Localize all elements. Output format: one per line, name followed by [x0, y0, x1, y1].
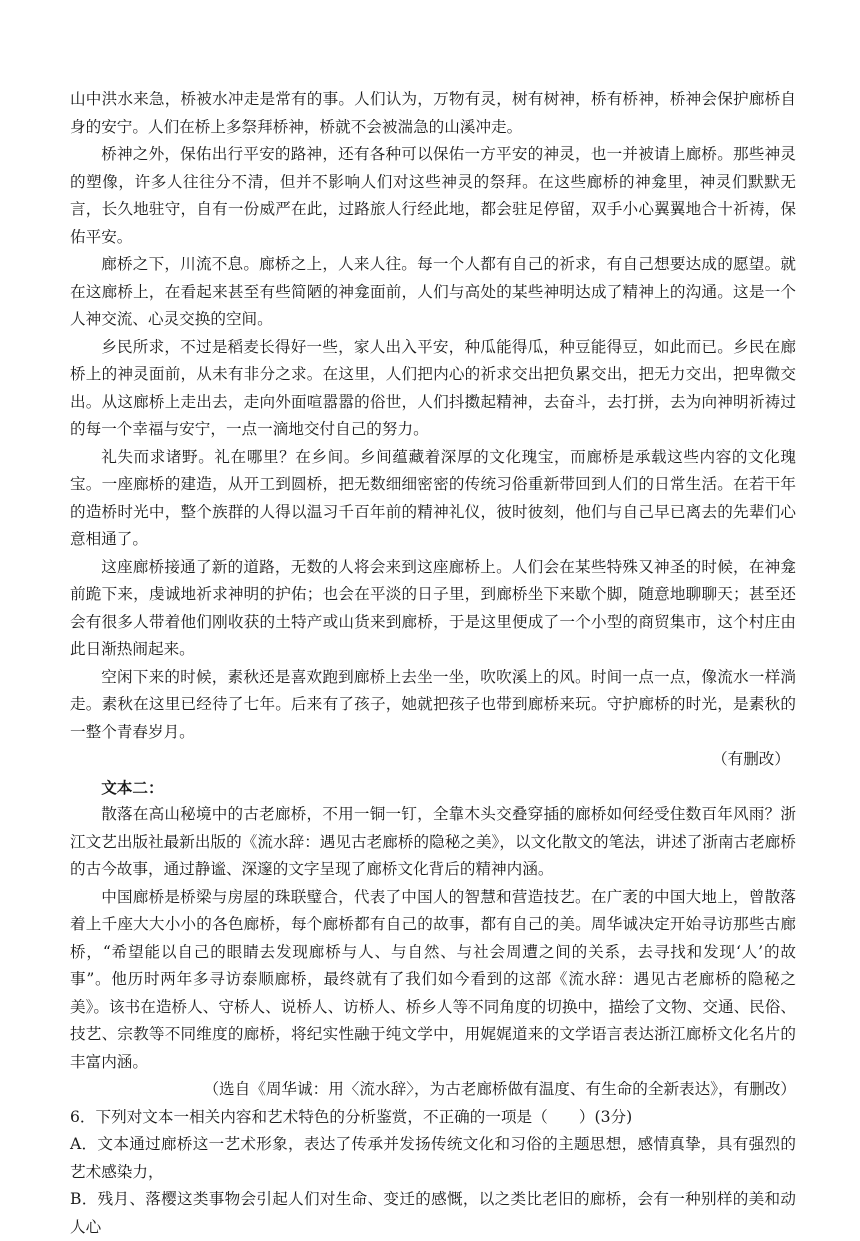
- option-b: B．残月、落樱这类事物会引起人们对生命、变迁的感慨，以之类比老旧的廊桥，会有一种别样的美和动人心: [70, 1186, 796, 1241]
- paragraph: 散落在高山秘境中的古老廊桥，不用一铜一钉，全靠木头交叠穿插的廊桥如何经受住数百年风雨？浙江文艺出版社最新出版的《流水辞：遇见古老廊桥的隐秘之美》，以文化散文的笔法，讲述了浙南古老廊桥的古今故事，通过静谧、深邃的文字呈现了廊桥文化背后的精神内涵。: [70, 801, 796, 884]
- paragraph: 桥神之外，保佑出行平安的路神，还有各种可以保佑一方平安的神灵，也一并被请上廊桥。那些神灵的塑像，许多人往往分不清，但并不影响人们对这些神灵的祭拜。在这些廊桥的神龛里，神灵们默默无言，长久地驻守，自有一份威严在此，过路旅人行经此地，都会驻足停留，双手小心翼翼地合十祈祷，保佑平安。: [70, 141, 796, 251]
- question-6: [70, 1104, 796, 1241]
- paragraph: 这座廊桥接通了新的道路，无数的人将会来到这座廊桥上。人们会在某些特殊又神圣的时候，在神龛前跪下来，虔诚地祈求神明的护佑；也会在平淡的日子里，到廊桥坐下来歇个脚，随意地聊聊天；甚至还会有很多人带着他们刚收获的土特产或山货来到廊桥，于是这里便成了一个小型的商贸集市，这个村庄由此日渐热闹起来。: [70, 554, 796, 664]
- text-one: [70, 86, 796, 774]
- option-a: A．文本通过廊桥这一艺术形象，表达了传承并发扬传统文化和习俗的主题思想，感情真挚，具有强烈的艺术感染力，: [70, 1131, 796, 1186]
- paragraph: 中国廊桥是桥梁与房屋的珠联璧合，代表了中国人的智慧和营造技艺。在广袤的中国大地上，曾散落着上千座大大小小的各色廊桥，每个廊桥都有自己的故事，都有自己的美。周华诚决定开始寻访那些古廊桥，“希望能以自己的眼睛去发现廊桥与人、与自然、与社会周遭之间的关系，去寻找和发现‘人’的故事”。他历时两年多寻访泰顺廊桥，最终就有了我们如今看到的这部《流水辞：遇见古老廊桥的隐秘之美》。该书在造桥人、守桥人、说桥人、访桥人、桥乡人等不同角度的切换中，描绘了文物、交通、民俗、技艺、宗教等不同维度的廊桥，将纪实性融于纯文学中，用娓娓道来的文学语言表达浙江廊桥文化名片的丰富内涵。: [70, 884, 796, 1077]
- paragraph: 空闲下来的时候，素秋还是喜欢跑到廊桥上去坐一坐，吹吹溪上的风。时间一点一点，像流水一样淌走。素秋在这里已经待了七年。后来有了孩子，她就把孩子也带到廊桥来玩。守护廊桥的时光，是素秋的一整个青春岁月。: [70, 664, 796, 747]
- edit-note: （有删改）: [70, 746, 796, 774]
- paragraph: 山中洪水来急，桥被水冲走是常有的事。人们认为，万物有灵，树有树神，桥有桥神，桥神会保护廊桥自身的安宁。人们在桥上多祭拜桥神，桥就不会被湍急的山溪冲走。: [70, 86, 796, 141]
- source-citation: （选自《周华诚：用〈流水辞〉，为古老廊桥做有温度、有生命的全新表达》，有删改）: [70, 1076, 796, 1104]
- section-heading: 文本二：: [70, 774, 796, 802]
- text-two: [70, 774, 796, 1104]
- question-stem: 6．下列对文本一相关内容和艺术特色的分析鉴赏，不正确的一项是（ ）(3分): [70, 1104, 796, 1132]
- paragraph: 廊桥之下，川流不息。廊桥之上，人来人往。每一个人都有自己的祈求，有自己想要达成的愿望。就在这廊桥上，在看起来甚至有些简陋的神龛面前，人们与高处的某些神明达成了精神上的沟通。这是一个人神交流、心灵交换的空间。: [70, 251, 796, 334]
- paragraph: 乡民所求，不过是稻麦长得好一些，家人出入平安，种瓜能得瓜，种豆能得豆，如此而已。乡民在廊桥上的神灵面前，从未有非分之求。在这里，人们把内心的祈求交出把负累交出，把无力交出，把卑微交出。从这廊桥上走出去，走向外面喧嚣嚣的俗世，人们抖擞起精神，去奋斗，去打拼，去为向神明祈祷过的每一个幸福与安宁，一点一滴地交付自己的努力。: [70, 334, 796, 444]
- paragraph: 礼失而求诸野。礼在哪里？在乡间。乡间蕴藏着深厚的文化瑰宝，而廊桥是承载这些内容的文化瑰宝。一座廊桥的建造，从开工到圆桥，把无数细细密密的传统习俗重新带回到人们的日常生活。在若干年的造桥时光中，整个族群的人得以温习千百年前的精神礼仪，彼时彼刻，他们与自己早已离去的先辈们心意相通了。: [70, 444, 796, 554]
- document-page: [70, 86, 796, 1241]
